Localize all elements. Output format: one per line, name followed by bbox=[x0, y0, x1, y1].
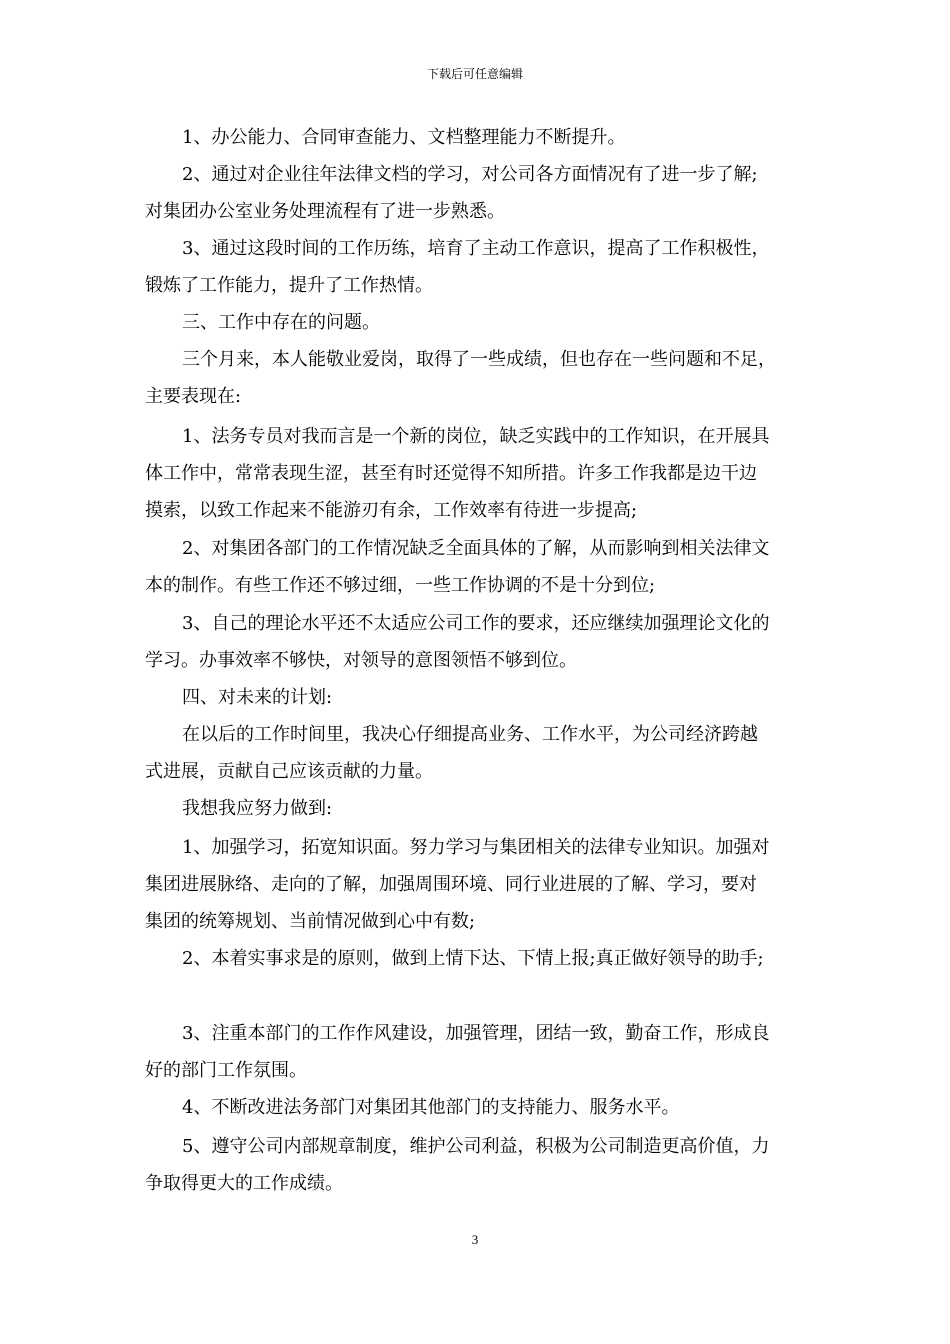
page-number: 3 bbox=[471, 1232, 479, 1247]
paragraph-line: 好的部门工作氛围。 bbox=[145, 1060, 307, 1081]
paragraph-line: 在以后的工作时间里，我决心仔细提高业务、工作水平，为公司经济跨越 bbox=[182, 724, 758, 745]
paragraph-line: 争取得更大的工作成绩。 bbox=[145, 1173, 343, 1194]
paragraph-line: 1、法务专员对我而言是一个新的岗位，缺乏实践中的工作知识，在开展具 bbox=[182, 426, 770, 447]
section-heading: 四、对未来的计划: bbox=[182, 687, 333, 708]
paragraph-line: 对集团办公室业务处理流程有了进一步熟悉。 bbox=[145, 201, 505, 222]
section-heading: 三、工作中存在的问题。 bbox=[182, 312, 380, 333]
paragraph-line: 本的制作。有些工作还不够过细，一些工作协调的不是十分到位; bbox=[145, 575, 656, 596]
paragraph-line: 体工作中，常常表现生涩，甚至有时还觉得不知所措。许多工作我都是边干边 bbox=[145, 463, 757, 484]
paragraph-line: 4、不断改进法务部门对集团其他部门的支持能力、服务水平。 bbox=[182, 1097, 680, 1118]
paragraph-line: 集团进展脉络、走向的了解，加强周围环境、同行业进展的了解、学习，要对 bbox=[145, 874, 757, 895]
paragraph-line: 5、遵守公司内部规章制度，维护公司利益，积极为公司制造更高价值，力 bbox=[182, 1136, 770, 1157]
paragraph-line: 三个月来，本人能敬业爱岗，取得了一些成绩，但也存在一些问题和不足， bbox=[182, 349, 776, 370]
paragraph-line: 2、本着实事求是的原则，做到上情下达、下情上报;真正做好领导的助手; bbox=[182, 948, 764, 969]
paragraph-line: 锻炼了工作能力，提升了工作热情。 bbox=[145, 275, 433, 296]
paragraph-line: 2、对集团各部门的工作情况缺乏全面具体的了解，从而影响到相关法律文 bbox=[182, 538, 770, 559]
paragraph-line: 主要表现在: bbox=[145, 386, 242, 407]
page-header: 下载后可任意编辑 bbox=[426, 67, 523, 81]
paragraph-line: 我想我应努力做到: bbox=[182, 798, 333, 819]
paragraph-line: 3、通过这段时间的工作历练，培育了主动工作意识，提高了工作积极性， bbox=[182, 238, 770, 259]
paragraph-line: 式进展，贡献自己应该贡献的力量。 bbox=[145, 761, 433, 782]
paragraph-line: 3、自己的理论水平还不太适应公司工作的要求，还应继续加强理论文化的 bbox=[182, 613, 770, 634]
paragraph-line: 学习。办事效率不够快，对领导的意图领悟不够到位。 bbox=[145, 650, 577, 671]
paragraph-line: 集团的统筹规划、当前情况做到心中有数; bbox=[145, 911, 476, 932]
paragraph-line: 2、通过对企业往年法律文档的学习，对公司各方面情况有了进一步了解; bbox=[182, 164, 758, 185]
paragraph-line: 摸索，以致工作起来不能游刃有余，工作效率有待进一步提高; bbox=[145, 500, 638, 521]
paragraph-line: 1、办公能力、合同审查能力、文档整理能力不断提升。 bbox=[182, 127, 626, 148]
paragraph-line: 3、注重本部门的工作作风建设，加强管理，团结一致，勤奋工作，形成良 bbox=[182, 1023, 770, 1044]
paragraph-line: 1、加强学习，拓宽知识面。努力学习与集团相关的法律专业知识。加强对 bbox=[182, 837, 770, 858]
